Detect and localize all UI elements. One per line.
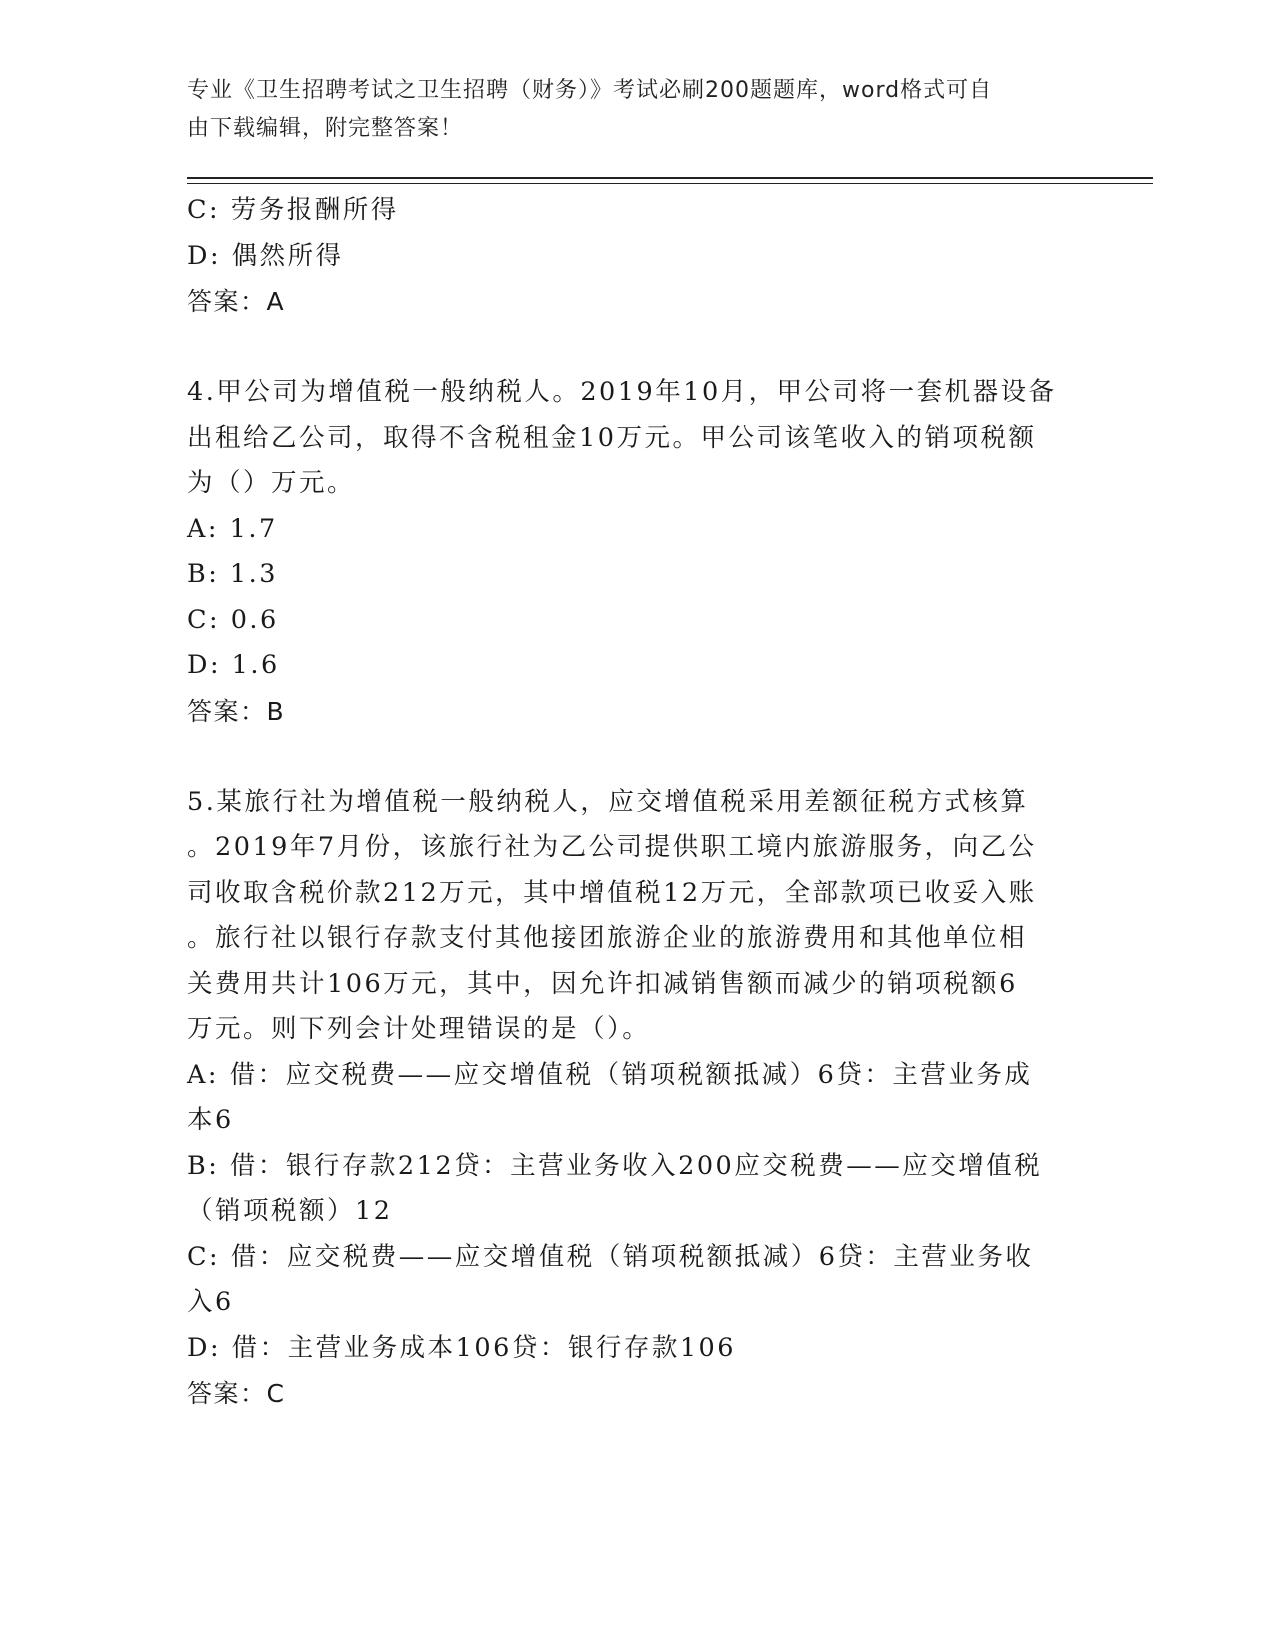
q4-answer: 答案：B (187, 696, 286, 726)
spacer (187, 734, 1087, 780)
q4-option-b: B: 1.3 (187, 559, 278, 589)
header-line-2: 由下载编辑，附完整答案！ (187, 116, 464, 141)
q5-option-c-line-2: 入6 (187, 1287, 234, 1317)
q5-option-c-line-1: C: 借：应交税费——应交增值税（销项税额抵减）6贷：主营业务收 (187, 1241, 1034, 1272)
q5-stem-line-4: 。旅行社以银行存款支付其他接团旅游企业的旅游费用和其他单位相 (187, 923, 1028, 953)
q5-option-a-line-1: A: 借：应交税费——应交增值税（销项税额抵减）6贷：主营业务成 (187, 1059, 1033, 1090)
q4-option-a: A: 1.7 (187, 513, 278, 544)
question-4 (187, 370, 1087, 734)
q5-option-d: D: 借：主营业务成本106贷：银行存款106 (187, 1332, 736, 1363)
q5-option-b-line-1: B: 借：银行存款212贷：主营业务收入200应交税费——应交增值税 (187, 1150, 1043, 1181)
document-body (187, 188, 1087, 1417)
q5-option-b-line-2: （销项税额）12 (187, 1196, 393, 1226)
q3-option-c: C: 劳务报酬所得 (187, 195, 399, 225)
q4-stem-line-2: 出租给乙公司，取得不含税租金10万元。甲公司该笔收入的销项税额 (187, 422, 1037, 453)
q4-stem-line-3: 为（）万元。 (187, 468, 356, 498)
q5-answer: 答案：C (187, 1379, 286, 1408)
question-5 (187, 780, 1087, 1417)
spacer (187, 325, 1087, 371)
q5-stem-line-5: 关费用共计106万元，其中，因允许扣减销售额而减少的销项税额6 (187, 968, 1018, 999)
q5-stem-line-3: 司收取含税价款212万元，其中增值税12万元，全部款项已收妥入账 (187, 877, 1037, 908)
q5-stem-line-6: 万元。则下列会计处理错误的是（）。 (187, 1014, 651, 1044)
q5-option-a-line-2: 本6 (187, 1105, 234, 1135)
q4-option-c: C: 0.6 (187, 604, 279, 635)
header-divider-thick (187, 177, 1153, 179)
q3-option-d: D: 偶然所得 (187, 240, 344, 271)
document-header (187, 72, 1067, 148)
q4-option-d: D: 1.6 (187, 650, 280, 680)
question-3-tail (187, 188, 1087, 325)
q3-answer: 答案：A (187, 287, 286, 316)
q5-stem-line-2: 。2019年7月份，该旅行社为乙公司提供职工境内旅游服务，向乙公 (187, 832, 1037, 862)
q4-stem-line-1: 4.甲公司为增值税一般纳税人。2019年10月，甲公司将一套机器设备 (187, 377, 1057, 407)
header-line-1: 专业《卫生招聘考试之卫生招聘（财务）》考试必刷200题题库，word格式可自 (187, 78, 993, 103)
q5-stem-line-1: 5.某旅行社为增值税一般纳税人，应交增值税采用差额征税方式核算 (187, 786, 1029, 817)
header-divider-thin (187, 183, 1153, 184)
